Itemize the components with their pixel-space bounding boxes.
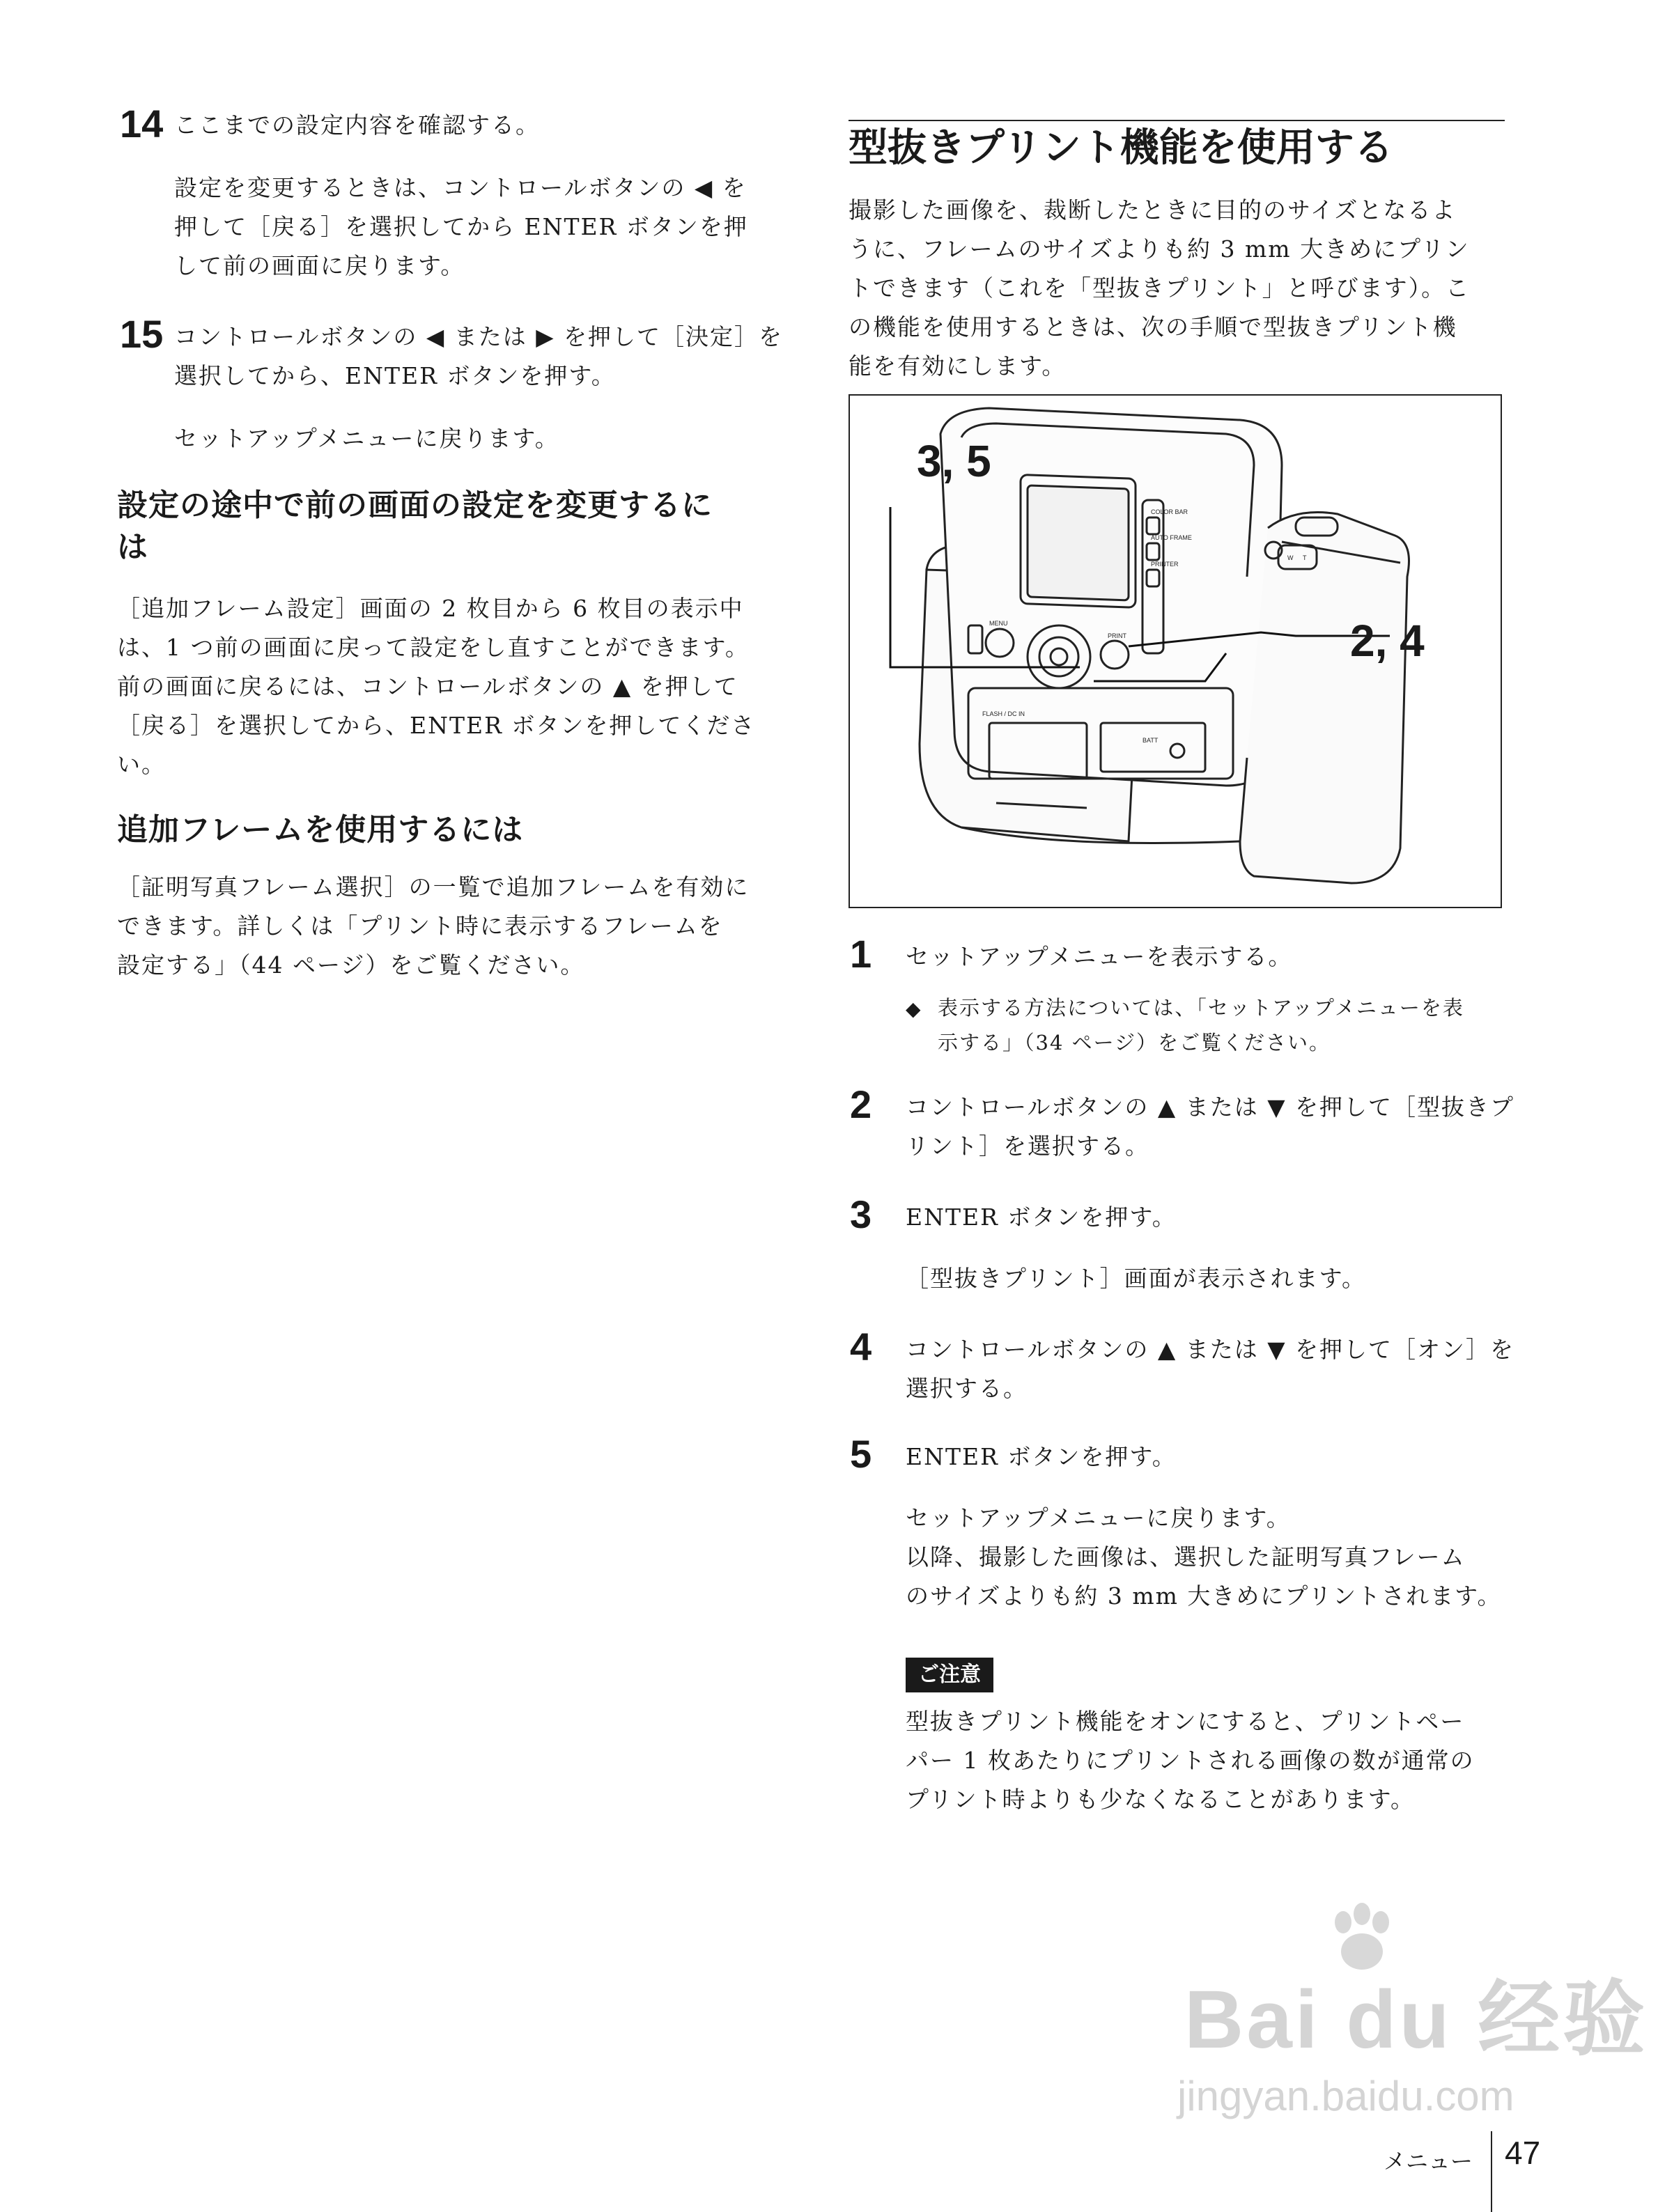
section-body-line: 設定する」（44 ページ）をご覧ください。 xyxy=(117,951,585,979)
zoom-w-label: W xyxy=(1287,554,1294,561)
camera-illustration xyxy=(849,394,1502,908)
callout-3-5: 3, 5 xyxy=(917,436,991,486)
step-title: ここまでの設定内容を確認する。 xyxy=(174,111,540,139)
batt-label: BATT xyxy=(1142,737,1159,744)
caution-label: ご注意 xyxy=(906,1658,993,1692)
reference-line: 表示する方法については、「セットアップメニューを表 xyxy=(938,996,1464,1020)
step-number: 4 xyxy=(850,1325,872,1369)
step-number: 3 xyxy=(850,1192,872,1236)
section-heading: 追加フレームを使用するには xyxy=(117,812,524,848)
intro-line: 撮影した画像を、裁断したときに目的のサイズとなるよ xyxy=(849,196,1457,224)
step-title-line: コントロールボタンの ▲ または ▼ を押して［型抜きプ xyxy=(906,1093,1515,1121)
section-body-line: できます。詳しくは「プリント時に表示するフレームを xyxy=(117,912,723,940)
section-body-line: ［戻る］を選択してから、ENTER ボタンを押してくださ xyxy=(117,712,756,739)
intro-line: 能を有効にします。 xyxy=(849,352,1067,380)
step-body-line: セットアップメニューに戻ります。 xyxy=(906,1504,1291,1532)
print-label: PRINT xyxy=(1108,632,1126,639)
step-number: 5 xyxy=(850,1432,872,1476)
step-number: 2 xyxy=(850,1082,872,1126)
watermark-logo: Bai du 经验 xyxy=(1184,1974,1648,2066)
step-body-line: 押して［戻る］を選択してから ENTER ボタンを押 xyxy=(174,213,748,240)
footer-divider xyxy=(1491,2131,1492,2212)
zoom-t-label: T xyxy=(1303,554,1307,561)
section-body-line: 前の画面に戻るには、コントロールボタンの ▲ を押して xyxy=(117,673,738,700)
step-title: ENTER ボタンを押す。 xyxy=(906,1443,1177,1470)
step-body: セットアップメニューに戻ります。 xyxy=(174,425,559,452)
step-body: ［型抜きプリント］画面が表示されます。 xyxy=(906,1265,1367,1292)
page-heading: 型抜きプリント機能を使用する xyxy=(849,125,1393,171)
step-body-line: 以降、撮影した画像は、選択した証明写真フレーム xyxy=(906,1543,1466,1571)
callout-2-4: 2, 4 xyxy=(1350,616,1425,666)
step-title-line: リント］を選択する。 xyxy=(906,1132,1149,1160)
step-body-line: のサイズよりも約 3 mm 大きめにプリントされます。 xyxy=(906,1582,1502,1610)
section-body-line: い。 xyxy=(117,751,166,778)
step-title-line: コントロールボタンの ◀ または ▶ を押して［決定］を xyxy=(174,323,784,350)
caution-line: パー 1 枚あたりにプリントされる画像の数が通常の xyxy=(906,1747,1475,1774)
section-body-line: は、1 つ前の画面に戻って設定をし直すことができます。 xyxy=(117,634,750,661)
intro-line: の機能を使用するときは、次の手順で型抜きプリント機 xyxy=(849,313,1457,341)
section-heading-line: 設定の途中で前の画面の設定を変更するに xyxy=(117,488,713,523)
footer-section-name: メニュー xyxy=(1384,2148,1473,2174)
printer-label: PRINTER xyxy=(1151,561,1179,568)
step-title: ENTER ボタンを押す。 xyxy=(906,1204,1177,1231)
page-number: 47 xyxy=(1505,2135,1541,2171)
step-title-line: コントロールボタンの ▲ または ▼ を押して［オン］を xyxy=(906,1336,1515,1363)
reference-arrow-icon: ◆ xyxy=(906,997,921,1020)
caution-line: 型抜きプリント機能をオンにすると、プリントペー xyxy=(906,1708,1465,1735)
step-number: 1 xyxy=(850,932,872,976)
reference-line: 示する」（34 ページ）をご覧ください。 xyxy=(938,1031,1331,1054)
step-body-line: して前の画面に戻ります。 xyxy=(174,252,465,279)
step-title-line: 選択してから、ENTER ボタンを押す。 xyxy=(174,362,616,389)
caution-line: プリント時よりも少なくなることがあります。 xyxy=(906,1786,1416,1813)
paw-icon xyxy=(1324,1901,1400,1978)
auto-frame-label: AUTO FRAME xyxy=(1151,534,1192,541)
step-title: セットアップメニューを表示する。 xyxy=(906,943,1293,970)
intro-line: トできます（これを「型抜きプリント」と呼びます）。こ xyxy=(849,274,1471,302)
step-number: 14 xyxy=(120,102,164,146)
watermark-url: jingyan.baidu.com xyxy=(1177,2073,1514,2119)
section-heading-line: は xyxy=(117,529,148,565)
color-bar-label: COLOR BAR xyxy=(1151,508,1188,515)
step-body-line: 設定を変更するときは、コントロールボタンの ◀ を xyxy=(174,174,747,201)
step-number: 15 xyxy=(120,312,164,356)
heading-rule xyxy=(849,120,1505,121)
intro-line: うに、フレームのサイズよりも約 3 mm 大きめにプリン xyxy=(849,235,1470,263)
section-body-line: ［証明写真フレーム選択］の一覧で追加フレームを有効に xyxy=(117,873,750,901)
step-title-line: 選択する。 xyxy=(906,1375,1028,1402)
menu-label: MENU xyxy=(989,620,1008,627)
section-body-line: ［追加フレーム設定］画面の 2 枚目から 6 枚目の表示中 xyxy=(117,595,744,622)
flash-dc-label: FLASH / DC IN xyxy=(982,710,1025,717)
